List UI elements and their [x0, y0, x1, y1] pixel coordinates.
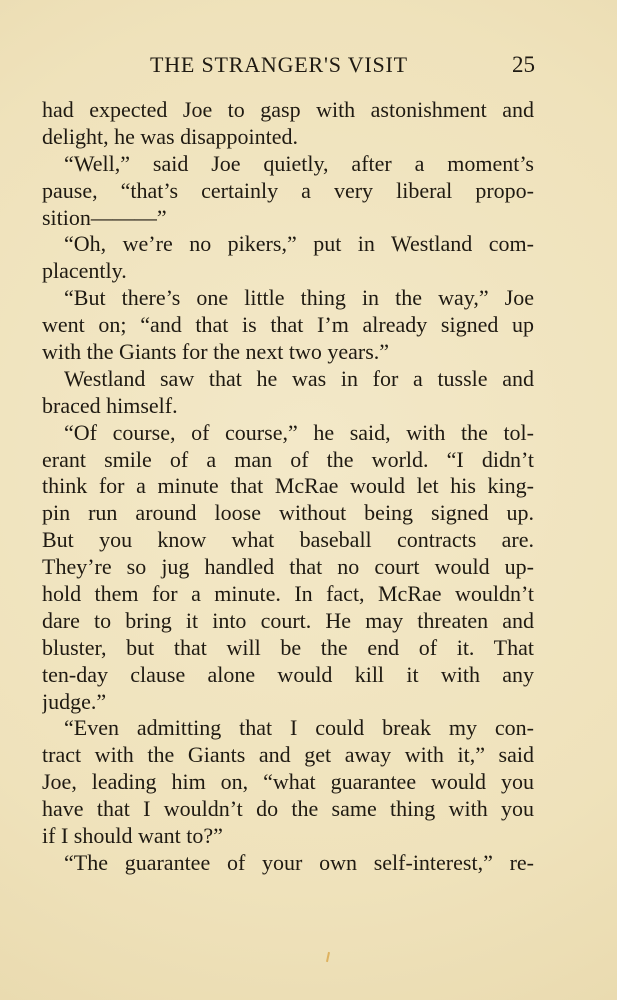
- text-line: “The guarantee of your own self-interest,” re-: [64, 849, 534, 875]
- text-line: hold them for a minute. In fact, McRae wouldn’t: [42, 581, 534, 607]
- text-line: tract with the Giants and get away with it,” said: [42, 742, 534, 768]
- text-line: with the Giants for the next two years.”: [42, 339, 390, 365]
- text-line: “But there’s one little thing in the way,” Joe: [64, 285, 534, 311]
- text-line: judge.”: [42, 688, 107, 714]
- text-line: have that I wouldn’t do the same thing with you: [42, 796, 534, 822]
- text-line: bluster, but that will be the end of it. That: [42, 634, 534, 660]
- text-line: Joe, leading him on, “what guarantee would you: [42, 769, 534, 795]
- text-line: They’re so jug handled that no court would up-: [42, 554, 534, 580]
- text-line: dare to bring it into court. He may threaten and: [42, 607, 534, 633]
- text-line: pin run around loose without being signed up.: [42, 500, 534, 526]
- page-header: [150, 52, 535, 82]
- text-line: erant smile of a man of the world. “I didn’t: [42, 446, 534, 472]
- text-line: pause, “that’s certainly a very liberal propo-: [42, 177, 534, 203]
- text-line: But you know what baseball contracts are.: [42, 527, 534, 553]
- text-line: sition———”: [42, 204, 167, 230]
- text-line: if I should want to?”: [42, 823, 223, 849]
- text-line: “Oh, we’re no pikers,” put in Westland com-: [64, 231, 534, 257]
- text-line: ten-day clause alone would kill it with any: [42, 661, 534, 687]
- text-line: braced himself.: [42, 392, 178, 418]
- page-number: 25: [512, 52, 535, 77]
- running-head: THE STRANGER'S VISIT: [150, 52, 408, 77]
- text-line: think for a minute that McRae would let his king-: [42, 473, 534, 499]
- text-line: “Well,” said Joe quietly, after a moment’s: [64, 150, 534, 176]
- text-line: delight, he was disappointed.: [42, 123, 299, 149]
- text-line: Westland saw that he was in for a tussle and: [64, 365, 534, 391]
- text-line: had expected Joe to gasp with astonishment and: [42, 97, 534, 122]
- paper-speck: [326, 952, 330, 962]
- text-line: placently.: [42, 258, 127, 284]
- text-line: went on; “and that is that I’m already signed up: [42, 312, 534, 338]
- text-line: “Of course, of course,” he said, with the tol-: [64, 419, 534, 445]
- body-text: [42, 97, 534, 877]
- text-line: “Even admitting that I could break my con-: [64, 715, 534, 741]
